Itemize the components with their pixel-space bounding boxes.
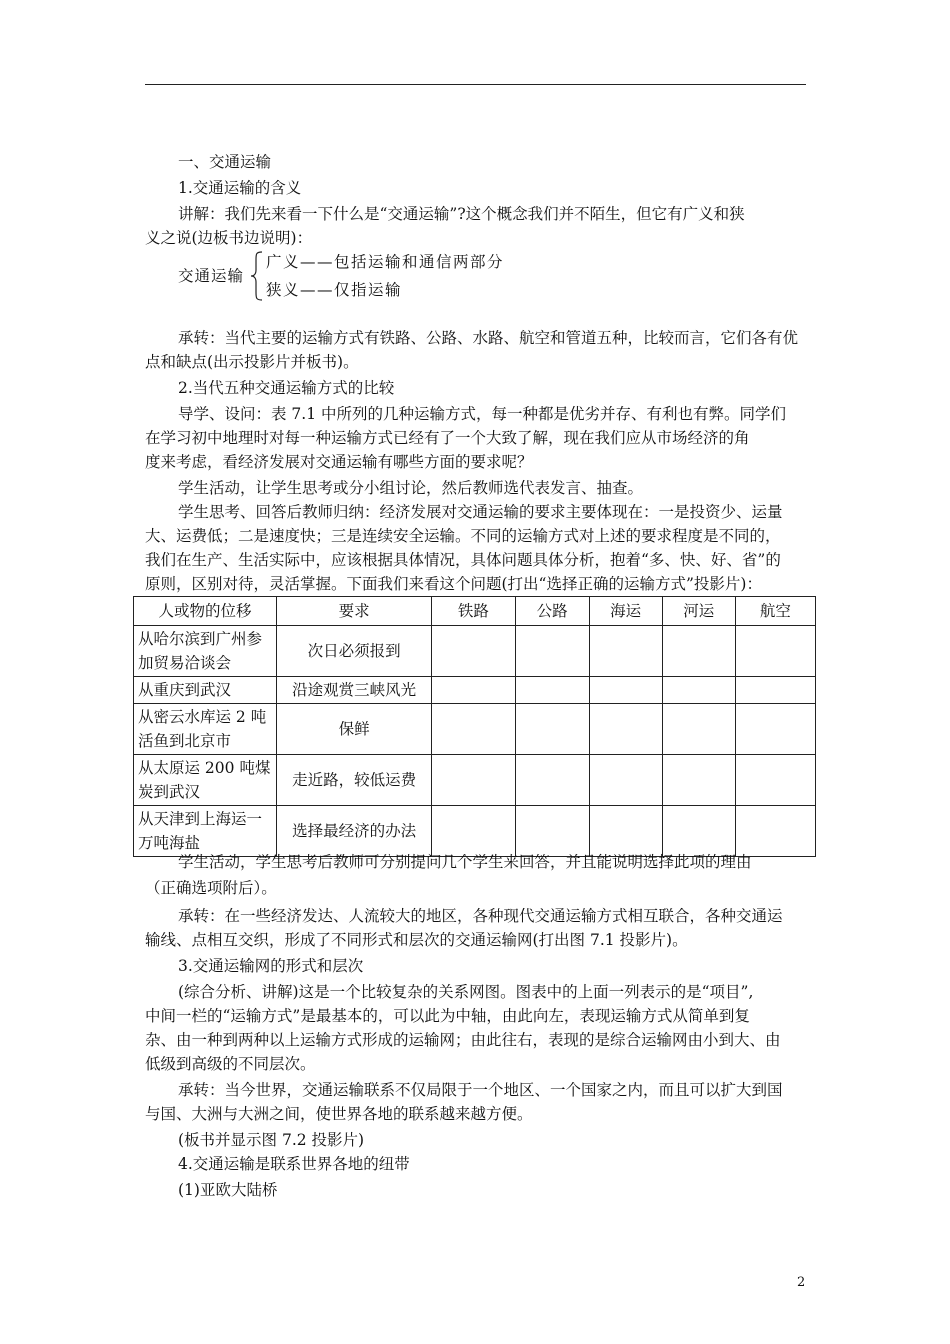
table-cell-empty bbox=[589, 755, 662, 806]
left-brace-icon bbox=[250, 250, 264, 302]
table-cell-empty bbox=[589, 677, 662, 704]
paragraph-line: 学生活动，让学生思考或分小组讨论，然后教师选代表发言、抽查。 bbox=[178, 479, 644, 497]
table-cell-empty bbox=[589, 704, 662, 755]
table-cell-empty bbox=[735, 704, 815, 755]
diagram-broad: 广义——包括运输和通信两部分 bbox=[266, 253, 505, 271]
subheading-3: 3.交通运输网的形式和层次 bbox=[178, 957, 364, 975]
table-header: 海运 bbox=[589, 597, 662, 626]
table-cell-empty bbox=[662, 806, 735, 857]
table-header: 航空 bbox=[735, 597, 815, 626]
table-cell-empty bbox=[515, 755, 589, 806]
table-cell-req: 次日必须报到 bbox=[276, 626, 431, 677]
paragraph-line: 杂、由一种到两种以上运输方式形成的运输网；由此往右，表现的是综合运输网由小到大、由 bbox=[145, 1031, 781, 1049]
table-cell-empty bbox=[662, 704, 735, 755]
paragraph-line: 讲解：我们先来看一下什么是“交通运输”?这个概念我们并不陌生，但它有广义和狭 bbox=[178, 205, 745, 223]
table-cell-req: 走近路，较低运费 bbox=[276, 755, 431, 806]
diagram-narrow: 狭义——仅指运输 bbox=[266, 281, 403, 299]
paragraph-line: 义之说(边板书边说明)： bbox=[145, 229, 313, 247]
paragraph-line: 我们在生产、生活实际中，应该根据具体情况，具体问题具体分析，抱着“多、快、好、省”的 bbox=[145, 551, 781, 569]
header-rule bbox=[145, 84, 806, 85]
paragraph-line: 承转：在一些经济发达、人流较大的地区，各种现代交通运输方式相互联合，各种交通运 bbox=[178, 907, 783, 925]
subheading-2: 2.当代五种交通运输方式的比较 bbox=[178, 379, 395, 397]
diagram-term: 交通运输 bbox=[178, 267, 245, 285]
table-cell-empty bbox=[432, 626, 515, 677]
table-cell-empty bbox=[515, 806, 589, 857]
table-row bbox=[134, 626, 816, 677]
paragraph-line: 中间一栏的“运输方式”是最基本的，可以此为中轴，由此向左，表现运输方式从简单到复 bbox=[145, 1007, 750, 1025]
table-cell-empty bbox=[589, 806, 662, 857]
paragraph-line: 大、运费低；二是速度快；三是连续安全运输。不同的运输方式对上述的要求程度是不同的， bbox=[145, 527, 781, 545]
table-row bbox=[134, 806, 816, 857]
subheading-4: 4.交通运输是联系世界各地的纽带 bbox=[178, 1155, 410, 1173]
page-number: 2 bbox=[797, 1275, 806, 1290]
table-cell-empty bbox=[662, 755, 735, 806]
table-header: 铁路 bbox=[432, 597, 515, 626]
paragraph-line: （正确选项附后）。 bbox=[145, 879, 277, 897]
table-header-row bbox=[134, 597, 816, 626]
table-cell-empty bbox=[735, 806, 815, 857]
paragraph-line: (板书并显示图 7.2 投影片) bbox=[178, 1131, 365, 1149]
table-row bbox=[134, 677, 816, 704]
table-header: 公路 bbox=[515, 597, 589, 626]
table-cell-move: 从天津到上海运一万吨海盐 bbox=[134, 806, 277, 857]
definition-diagram bbox=[178, 250, 578, 302]
table-cell-move: 从密云水库运 2 吨活鱼到北京市 bbox=[134, 704, 277, 755]
paragraph-line: 与国、大洲与大洲之间，使世界各地的联系越来越方便。 bbox=[145, 1105, 533, 1123]
table-cell-req: 保鲜 bbox=[276, 704, 431, 755]
table-cell-req: 沿途观赏三峡风光 bbox=[276, 677, 431, 704]
table-cell-empty bbox=[735, 677, 815, 704]
paragraph-line: (综合分析、讲解)这是一个比较复杂的关系网图。图表中的上面一列表示的是“项目”, bbox=[178, 983, 754, 1001]
table-cell-empty bbox=[589, 626, 662, 677]
table-cell-move: 从太原运 200 吨煤炭到武汉 bbox=[134, 755, 277, 806]
section-title: 一、交通运输 bbox=[178, 153, 272, 171]
paragraph-line: 学生活动，学生思考后教师可分别提问几个学生来回答，并且能说明选择此项的理由 bbox=[178, 853, 752, 871]
table-cell-empty bbox=[432, 704, 515, 755]
table-cell-move: 从重庆到武汉 bbox=[134, 677, 277, 704]
paragraph-line: 承转：当今世界，交通运输联系不仅局限于一个地区、一个国家之内，而且可以扩大到国 bbox=[178, 1081, 783, 1099]
table-cell-empty bbox=[735, 755, 815, 806]
paragraph-line: 低级到高级的不同层次。 bbox=[145, 1055, 316, 1073]
paragraph-line: 承转：当代主要的运输方式有铁路、公路、水路、航空和管道五种，比较而言，它们各有优 bbox=[178, 329, 799, 347]
table-cell-move: 从哈尔滨到广州参加贸易洽谈会 bbox=[134, 626, 277, 677]
table-cell-empty bbox=[432, 677, 515, 704]
paragraph-line: 输线、点相互交织，形成了不同形式和层次的交通运输网(打出图 7.1 投影片)。 bbox=[145, 931, 688, 949]
table-cell-empty bbox=[515, 677, 589, 704]
table-cell-empty bbox=[515, 704, 589, 755]
paragraph-line: 导学、设问：表 7.1 中所列的几种运输方式，每一种都是优劣并存、有利也有弊。同学们 bbox=[178, 405, 787, 423]
paragraph-line: 点和缺点(出示投影片并板书)。 bbox=[145, 353, 359, 371]
list-item: (1)亚欧大陆桥 bbox=[178, 1181, 278, 1199]
paragraph-line: 度来考虑，看经济发展对交通运输有哪些方面的要求呢？ bbox=[145, 453, 533, 471]
table-header: 人或物的位移 bbox=[134, 597, 277, 626]
table-cell-empty bbox=[515, 626, 589, 677]
table-row bbox=[134, 704, 816, 755]
paragraph-line: 学生思考、回答后教师归纳：经济发展对交通运输的要求主要体现在：一是投资少、运量 bbox=[178, 503, 783, 521]
table-cell-req: 选择最经济的办法 bbox=[276, 806, 431, 857]
table-cell-empty bbox=[662, 677, 735, 704]
table-row bbox=[134, 755, 816, 806]
table-cell-empty bbox=[432, 755, 515, 806]
paragraph-line: 原则，区别对待，灵活掌握。下面我们来看这个问题(打出“选择正确的运输方式”投影片)： bbox=[145, 575, 762, 593]
subheading-1: 1.交通运输的含义 bbox=[178, 179, 302, 197]
table-cell-empty bbox=[735, 626, 815, 677]
transport-choice-table bbox=[133, 596, 816, 857]
table-header: 河运 bbox=[662, 597, 735, 626]
table-cell-empty bbox=[662, 626, 735, 677]
paragraph-line: 在学习初中地理时对每一种运输方式已经有了一个大致了解，现在我们应从市场经济的角 bbox=[145, 429, 750, 447]
table-cell-empty bbox=[432, 806, 515, 857]
table-header: 要求 bbox=[276, 597, 431, 626]
